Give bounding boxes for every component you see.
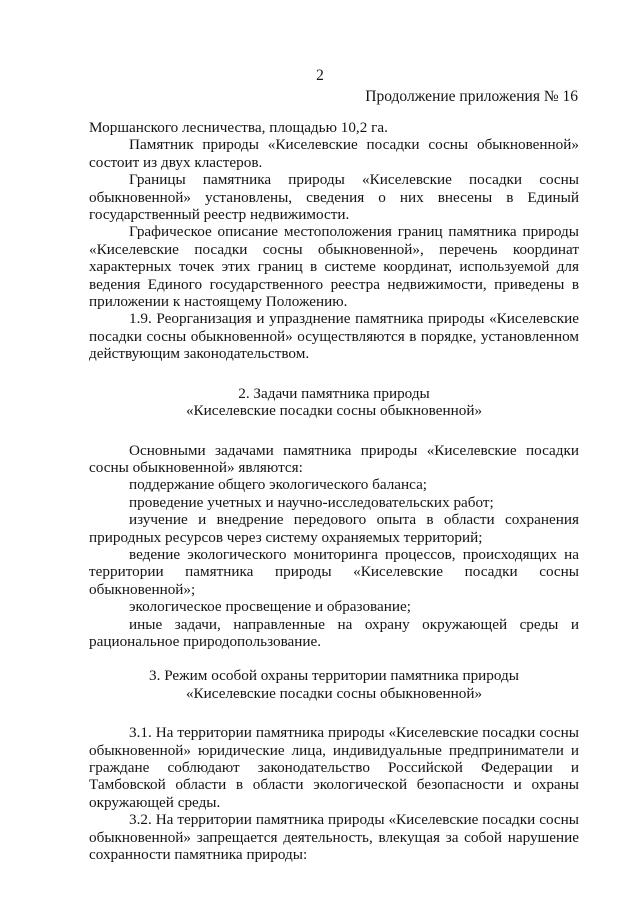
list-item: иные задачи, направленные на охрану окружающей среды и рациональное природопользование. bbox=[89, 615, 579, 650]
section-2-intro: Основными задачами памятника природы «Киселевские посадки сосны обыкновенной» являются: bbox=[89, 441, 579, 476]
paragraph: Моршанского лесничества, площадью 10,2 га. bbox=[89, 119, 388, 136]
list-item: ведение экологического мониторинга процессов, происходящих на территории памятника природы «Киселевские посадки сосны обыкновенной»; bbox=[89, 545, 579, 598]
paragraph: Графическое описание местоположения границ памятника природы «Киселевские посадки сосны обыкновенной», перечень координат характерных точек этих границ в системе координат, используемой для ведения Единого государственного реестра недвижимости, приведены в приложении к настоящему Положению. bbox=[89, 223, 579, 311]
page-number: 2 bbox=[316, 67, 324, 84]
section-3-subtitle: «Киселевские посадки сосны обыкновенной» bbox=[185, 684, 483, 702]
paragraph: 3.1. На территории памятника природы «Киселевские посадки сосны обыкновенной» юридические лица, индивидуальные предприниматели и граждане соблюдают законодательство Российской Федерации и Тамбовской области в области экологической безопасности и охраны окружающей среды. bbox=[89, 724, 579, 811]
paragraph: 1.9. Реорганизация и упразднение памятника природы «Киселевские посадки сосны обыкновенной» осуществляются в порядке, установленном действующим законодательством. bbox=[89, 310, 579, 363]
paragraph: 3.2. На территории памятника природы «Киселевские посадки сосны обыкновенной» запрещается деятельность, влекущая за собой нарушение сохранности памятника природы: bbox=[89, 811, 579, 864]
list-item: изучение и внедрение передового опыта в области сохранения природных ресурсов через систему охраняемых территорий; bbox=[89, 511, 579, 546]
section-2-title: 2. Задачи памятника природы bbox=[238, 384, 430, 402]
list-item: поддержание общего экологического баланса; bbox=[129, 476, 428, 494]
list-item: проведение учетных и научно-исследовательских работ; bbox=[129, 493, 494, 511]
paragraph: Границы памятника природы «Киселевские посадки сосны обыкновенной» установлены, сведения о них внесены в Единый государственный реестр недвижимости. bbox=[89, 171, 579, 224]
section-2-subtitle: «Киселевские посадки сосны обыкновенной» bbox=[185, 402, 483, 420]
appendix-header: Продолжение приложения № 16 bbox=[365, 88, 578, 105]
document-body bbox=[89, 119, 579, 863]
paragraph: Памятник природы «Киселевские посадки сосны обыкновенной» состоит из двух кластеров. bbox=[89, 136, 579, 171]
list-item: экологическое просвещение и образование; bbox=[129, 598, 411, 616]
section-3-title: 3. Режим особой охраны территории памятника природы bbox=[149, 667, 519, 685]
